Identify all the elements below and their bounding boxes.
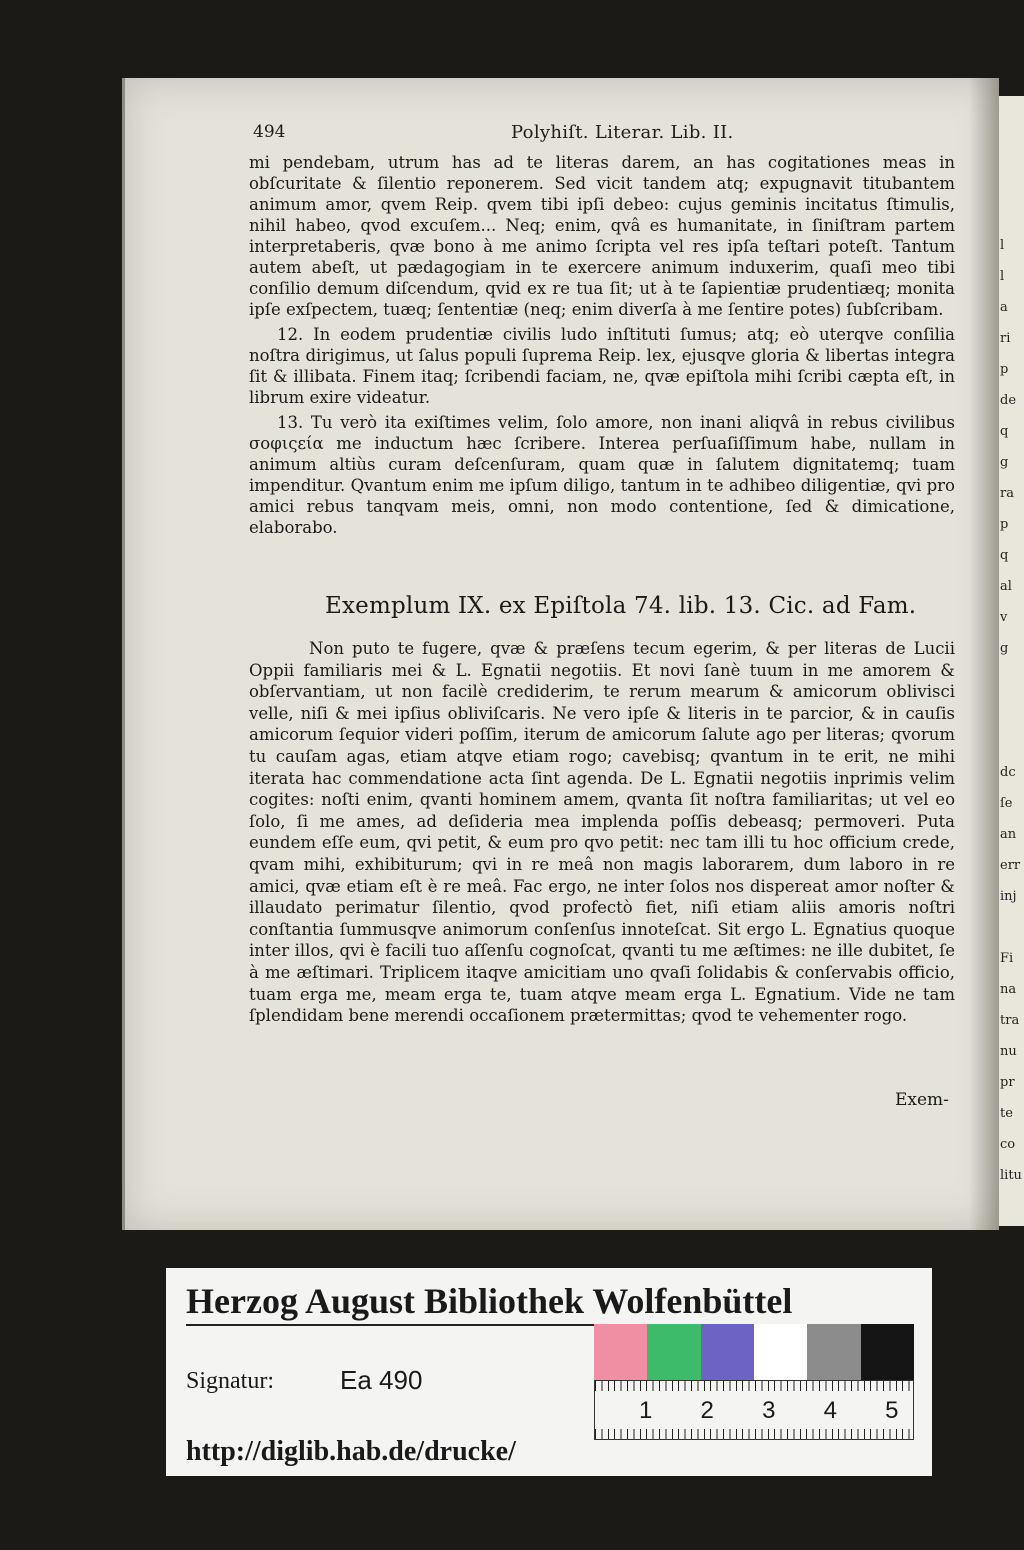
facing-fragment: tra bbox=[1000, 1013, 1020, 1028]
color-swatch bbox=[754, 1324, 807, 1380]
color-swatch bbox=[647, 1324, 700, 1380]
facing-fragment: te bbox=[1000, 1106, 1013, 1121]
facing-page-fragments bbox=[1000, 230, 1024, 1191]
ruler-number: 1 bbox=[639, 1397, 653, 1424]
ruler-number: 5 bbox=[885, 1397, 899, 1424]
ruler-ticks-top bbox=[595, 1381, 913, 1391]
facing-fragment: ra bbox=[1000, 486, 1014, 501]
gutter-shadow bbox=[969, 78, 999, 1230]
facing-fragment bbox=[1000, 664, 1024, 695]
facing-fragment: an bbox=[1000, 827, 1017, 842]
facing-fragment: v bbox=[1000, 610, 1008, 625]
facing-fragment: p bbox=[1000, 362, 1009, 377]
color-swatch bbox=[861, 1324, 914, 1380]
facing-fragment: l bbox=[1000, 269, 1005, 284]
body-text bbox=[249, 152, 955, 538]
color-swatch bbox=[807, 1324, 860, 1380]
letter-paragraph: Non puto te fugere, qvæ & præſens tecum egerim, & per literas de Lucii Oppii familiaris mei & L. Egnatii negotiis. Et novi ſanè tuum in me amorem & obſervantiam, ut non facilè crediderim, te rerum mearum & amicorum oblivisci velle, niſi & mei ipſius obliviſcaris. Ne vero ipſe & literis in te parcior, & in cauſis amicorum ſequior videri poſſim, iterum de amicorum ſalute ago per literas; qvorum tu cauſam agas, etiam atqve etiam rogo; cavebisq; qvantum in te erit, ne mihi iterata hac commendatione acta ſint agenda. De L. Egnatii negotiis inprimis velim cogites: noſti enim, qvanti hominem amem, qvanta ſit noſtra familiaritas; ut vel eo ſolo, ſi me ames, ad deſideria mea implenda poſſis debeasq; permoveri. Puta eundem eſſe eum, qvi petit, & eum pro qvo petit: nec tam illi tu hoc officium crede, qvam mihi, exhibiturum; qvi in re meâ non magis laborarem, dum laboro in re amici, qvæ etiam eſt è re meâ. Fac ergo, ne inter ſolos nos dispereat amor noſter & illaudato perimatur ſilentio, qvod profectò fiet, niſi etiam aliis amoris noſtri conſtantia ſummusqve animorum conſenſus innoteſcat. Sit ergo L. Egnatius quoque inter illos, qvi è facili tuo aſſenſu cognoſcat, qvanti tu me æſtimes: ne ille dubitet, ſe à me æſtimari. Triplicem itaqve amicitiam uno qvaſi ſolidabis & conſervabis officio, tuam erga me, meam erga te, tuam atqve meam erga L. Egnatium. Vide ne tam ſplendidam bene merendi occaſionem prætermittas; qvod te vehementer rogo. bbox=[249, 639, 955, 1026]
signature-value: Ea 490 bbox=[340, 1365, 423, 1395]
scale-ruler bbox=[594, 1380, 914, 1440]
paragraph-12: 12. In eodem prudentiæ civilis ludo inſtituti ſumus; atq; eò uterqve conſilia noſtra dirigimus, ut ſalus populi ſuprema Reip. lex, ejusqve gloria & libertas integra ſit & illibata. Finem itaq; ſcribendi faciam, ne, qvæ epiſtola mihi ſcribi cæpta eſt, in librum exire videatur. bbox=[249, 325, 955, 407]
facing-fragment: al bbox=[1000, 579, 1012, 594]
page-header bbox=[253, 118, 873, 148]
facing-fragment: dc bbox=[1000, 765, 1016, 780]
running-head: Polyhiſt. Literar. Lib. II. bbox=[511, 122, 734, 143]
facing-fragment bbox=[1000, 912, 1024, 943]
facing-fragment: ri bbox=[1000, 331, 1011, 346]
book-page bbox=[122, 78, 999, 1230]
paragraph-13: 13. Tu verò ita exiſtimes velim, ſolo amore, non inani aliqvâ in rebus civilibus σοφιςεία me inductum hæc ſcribere. Interea perſuaſiſſimum habe, nullam in animum altiùs curam deſcenſuram, quam quæ in ſalutem dignitatemq; tuam impenditur. Qvantum enim me ipſum diligo, tantum in te adhibeo diligentiæ, qvi pro amici rebus tanqvam meis, omni, non modo contentione, ſed & dimicatione, elaborabo. bbox=[249, 413, 955, 537]
page-number: 494 bbox=[253, 122, 286, 142]
library-name: Herzog August Bibliothek Wolfenbüttel bbox=[186, 1281, 793, 1321]
facing-fragment: q bbox=[1000, 548, 1009, 563]
ruler-number: 4 bbox=[823, 1397, 837, 1424]
letter-text bbox=[249, 638, 955, 1027]
facing-fragment: litu bbox=[1000, 1168, 1022, 1183]
color-swatch bbox=[701, 1324, 754, 1380]
facing-fragment bbox=[1000, 695, 1024, 726]
color-swatch bbox=[594, 1324, 647, 1380]
facing-fragment: Fi bbox=[1000, 951, 1014, 966]
facing-fragment: p bbox=[1000, 517, 1009, 532]
facing-fragment: co bbox=[1000, 1137, 1016, 1152]
ruler-number: 2 bbox=[700, 1397, 714, 1424]
facing-fragment: inj bbox=[1000, 889, 1017, 904]
facing-fragment: l bbox=[1000, 238, 1005, 253]
facing-fragment bbox=[1000, 726, 1024, 757]
signature-label: Signatur: bbox=[186, 1368, 274, 1394]
facing-fragment: nu bbox=[1000, 1044, 1017, 1059]
ruler-ticks-bottom bbox=[595, 1429, 913, 1439]
facing-fragment: pr bbox=[1000, 1075, 1015, 1090]
ruler-numbers bbox=[595, 1397, 913, 1425]
library-label-card bbox=[166, 1268, 932, 1476]
facing-fragment: ſe bbox=[1000, 796, 1013, 811]
facing-fragment: na bbox=[1000, 982, 1017, 997]
facing-fragment: g bbox=[1000, 641, 1009, 656]
facing-fragment: de bbox=[1000, 393, 1017, 408]
facing-fragment: g bbox=[1000, 455, 1009, 470]
facing-fragment: a bbox=[1000, 300, 1008, 315]
ruler-number: 3 bbox=[762, 1397, 776, 1424]
paragraph-continued: mi pendebam, utrum has ad te literas darem, an has cogitationes meas in obſcuritate & ſilentio reponerem. Sed vicit tandem atq; expugnavit titubantem animum amor, qvem Reip. qvem tibi ipſi debeo: cujus geminis incitatus ſtimulis, nihil habeo, qvod excuſem... Neq; enim, qvâ es humanitate, in ſiniſtram partem interpretaberis, qvæ bono à me animo ſcripta vel res ipſa teſtari poteſt. Tantum autem abeſt, ut pædagogiam in te exercere animum induxerim, quaſi meo tibi conſilio demum diſcendum, qvid ex re tua ſit; ut à te ſapientiæ prudentiæq; monita ipſe exſpectem, tuæq; ſententiæ (neq; enim diverſa à me ſentire potes) ſubſcribam. bbox=[249, 153, 955, 319]
catchword: Exem- bbox=[895, 1090, 949, 1110]
section-heading: Exemplum IX. ex Epiſtola 74. lib. 13. Cic. ad Fam. bbox=[325, 593, 917, 619]
facing-fragment: err bbox=[1000, 858, 1021, 873]
facing-fragment: q bbox=[1000, 424, 1009, 439]
digital-library-url: http://diglib.hab.de/drucke/ bbox=[186, 1436, 516, 1467]
color-calibration-chart bbox=[594, 1324, 914, 1380]
